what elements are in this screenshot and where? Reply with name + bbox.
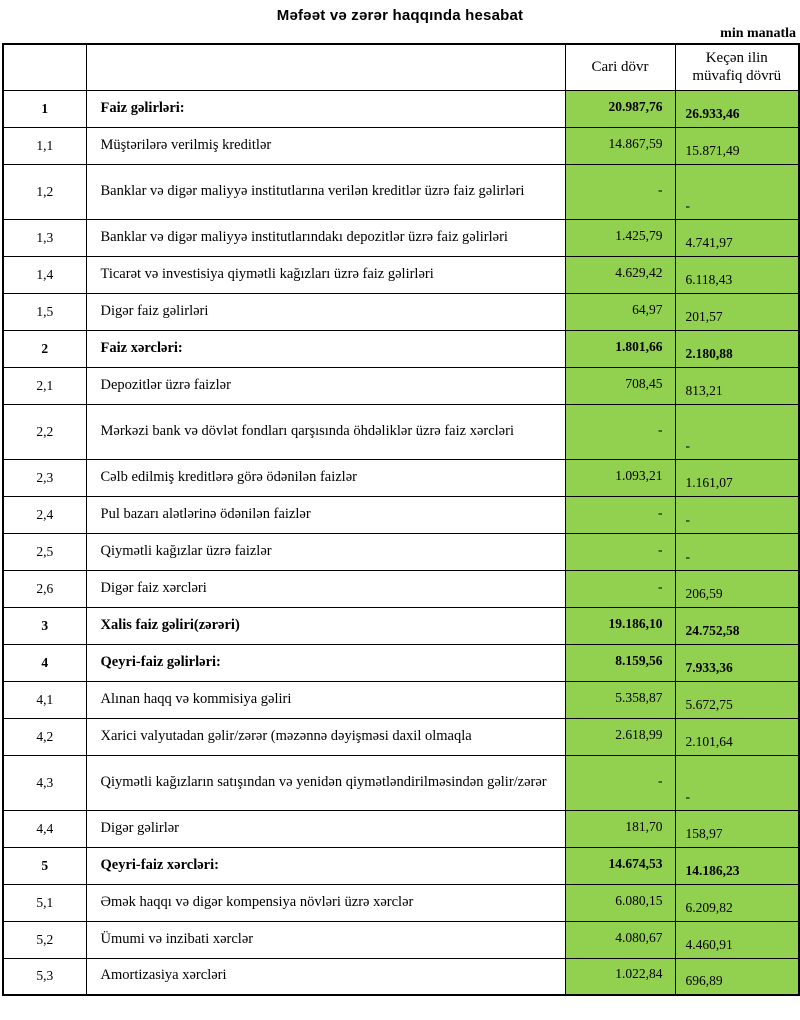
current-period-value: 14.674,53 (565, 847, 675, 884)
previous-period-value: 14.186,23 (675, 847, 799, 884)
table-row (3, 256, 799, 293)
previous-period-value: 1.161,07 (675, 459, 799, 496)
row-label: Qeyri-faiz xərcləri: (86, 847, 565, 884)
row-number: 2,6 (3, 570, 86, 607)
current-period-value: 19.186,10 (565, 607, 675, 644)
table-row (3, 127, 799, 164)
previous-period-value: 813,21 (675, 367, 799, 404)
table-row (3, 921, 799, 958)
row-number: 2 (3, 330, 86, 367)
previous-period-value: - (675, 496, 799, 533)
previous-period-value: 26.933,46 (675, 90, 799, 127)
current-period-value: 8.159,56 (565, 644, 675, 681)
row-number: 2,1 (3, 367, 86, 404)
row-label: Faiz xərcləri: (86, 330, 565, 367)
previous-period-value: 206,59 (675, 570, 799, 607)
current-period-value: 2.618,99 (565, 718, 675, 755)
table-row (3, 644, 799, 681)
row-label: Faiz gəlirləri: (86, 90, 565, 127)
table-row (3, 847, 799, 884)
current-period-value: - (565, 496, 675, 533)
table-row (3, 459, 799, 496)
header-current-period: Cari dövr (565, 44, 675, 90)
current-period-value: 181,70 (565, 810, 675, 847)
current-period-value: 1.801,66 (565, 330, 675, 367)
row-number: 4,2 (3, 718, 86, 755)
row-label: Depozitlər üzrə faizlər (86, 367, 565, 404)
previous-period-value: 5.672,75 (675, 681, 799, 718)
current-period-value: - (565, 755, 675, 810)
table-row (3, 681, 799, 718)
row-label: Xalis faiz gəliri(zərəri) (86, 607, 565, 644)
header-previous-period: Keçən ilin müvafiq dövrü (675, 44, 799, 90)
row-number: 1,2 (3, 164, 86, 219)
previous-period-value: 696,89 (675, 958, 799, 995)
row-number: 4,1 (3, 681, 86, 718)
previous-period-value: - (675, 164, 799, 219)
unit-label: min manatla (720, 26, 796, 41)
row-label: Qiymətli kağızların satışından və yenidən qiymətləndirilməsindən gəlir/zərər (86, 755, 565, 810)
row-label: Əmək haqqı və digər kompensiya növləri üzrə xərclər (86, 884, 565, 921)
row-label: Banklar və digər maliyyə institutlarına verilən kreditlər üzrə faiz gəlirləri (86, 164, 565, 219)
row-number: 1,4 (3, 256, 86, 293)
table-row (3, 496, 799, 533)
row-label: Qeyri-faiz gəlirləri: (86, 644, 565, 681)
table-row (3, 958, 799, 995)
current-period-value: 6.080,15 (565, 884, 675, 921)
current-period-value: 5.358,87 (565, 681, 675, 718)
table-row (3, 884, 799, 921)
row-number: 1,5 (3, 293, 86, 330)
header-number (3, 44, 86, 90)
row-number: 1,1 (3, 127, 86, 164)
previous-period-value: 24.752,58 (675, 607, 799, 644)
current-period-value: - (565, 404, 675, 459)
row-number: 4,3 (3, 755, 86, 810)
previous-period-value: 2.180,88 (675, 330, 799, 367)
row-label: Digər gəlirlər (86, 810, 565, 847)
table-row (3, 293, 799, 330)
row-number: 3 (3, 607, 86, 644)
table-row (3, 570, 799, 607)
row-number: 2,3 (3, 459, 86, 496)
row-number: 2,5 (3, 533, 86, 570)
row-number: 2,4 (3, 496, 86, 533)
current-period-value: 1.022,84 (565, 958, 675, 995)
row-label: Xarici valyutadan gəlir/zərər (məzənnə dəyişməsi daxil olmaqla (86, 718, 565, 755)
current-period-value: - (565, 533, 675, 570)
profit-loss-table (2, 43, 800, 996)
row-label: Alınan haqq və kommisiya gəliri (86, 681, 565, 718)
previous-period-value: 4.741,97 (675, 219, 799, 256)
row-label: Digər faiz xərcləri (86, 570, 565, 607)
current-period-value: 4.629,42 (565, 256, 675, 293)
header-description (86, 44, 565, 90)
current-period-value: - (565, 164, 675, 219)
current-period-value: 708,45 (565, 367, 675, 404)
current-period-value: 20.987,76 (565, 90, 675, 127)
table-row (3, 718, 799, 755)
previous-period-value: 4.460,91 (675, 921, 799, 958)
table-row (3, 164, 799, 219)
table-row (3, 755, 799, 810)
row-label: Banklar və digər maliyyə institutlarındakı depozitlər üzrə faiz gəlirləri (86, 219, 565, 256)
table-row (3, 330, 799, 367)
previous-period-value: 6.209,82 (675, 884, 799, 921)
table-row (3, 367, 799, 404)
previous-period-value: - (675, 755, 799, 810)
row-number: 5,3 (3, 958, 86, 995)
row-number: 5,1 (3, 884, 86, 921)
previous-period-value: 201,57 (675, 293, 799, 330)
row-label: Cəlb edilmiş kreditlərə görə ödənilən faizlər (86, 459, 565, 496)
table-row (3, 90, 799, 127)
row-number: 1 (3, 90, 86, 127)
table-row (3, 404, 799, 459)
previous-period-value: 7.933,36 (675, 644, 799, 681)
row-label: Pul bazarı alətlərinə ödənilən faizlər (86, 496, 565, 533)
previous-period-value: 158,97 (675, 810, 799, 847)
row-label: Digər faiz gəlirləri (86, 293, 565, 330)
table-row (3, 533, 799, 570)
previous-period-value: 6.118,43 (675, 256, 799, 293)
row-number: 4,4 (3, 810, 86, 847)
row-number: 1,3 (3, 219, 86, 256)
row-number: 5 (3, 847, 86, 884)
current-period-value: - (565, 570, 675, 607)
current-period-value: 1.425,79 (565, 219, 675, 256)
row-number: 2,2 (3, 404, 86, 459)
table-row (3, 219, 799, 256)
page-title: Məfəət və zərər haqqında hesabat (276, 7, 524, 24)
table-header-row (3, 44, 799, 90)
current-period-value: 1.093,21 (565, 459, 675, 496)
row-number: 5,2 (3, 921, 86, 958)
current-period-value: 64,97 (565, 293, 675, 330)
row-number: 4 (3, 644, 86, 681)
table-row (3, 607, 799, 644)
current-period-value: 4.080,67 (565, 921, 675, 958)
row-label: Ümumi və inzibati xərclər (86, 921, 565, 958)
previous-period-value: - (675, 533, 799, 570)
row-label: Qiymətli kağızlar üzrə faizlər (86, 533, 565, 570)
row-label: Mərkəzi bank və dövlət fondları qarşısında öhdəliklər üzrə faiz xərcləri (86, 404, 565, 459)
row-label: Ticarət və investisiya qiymətli kağızları üzrə faiz gəlirləri (86, 256, 565, 293)
row-label: Müştərilərə verilmiş kreditlər (86, 127, 565, 164)
previous-period-value: 15.871,49 (675, 127, 799, 164)
previous-period-value: 2.101,64 (675, 718, 799, 755)
current-period-value: 14.867,59 (565, 127, 675, 164)
table-row (3, 810, 799, 847)
table-body (3, 44, 799, 995)
previous-period-value: - (675, 404, 799, 459)
row-label: Amortizasiya xərcləri (86, 958, 565, 995)
